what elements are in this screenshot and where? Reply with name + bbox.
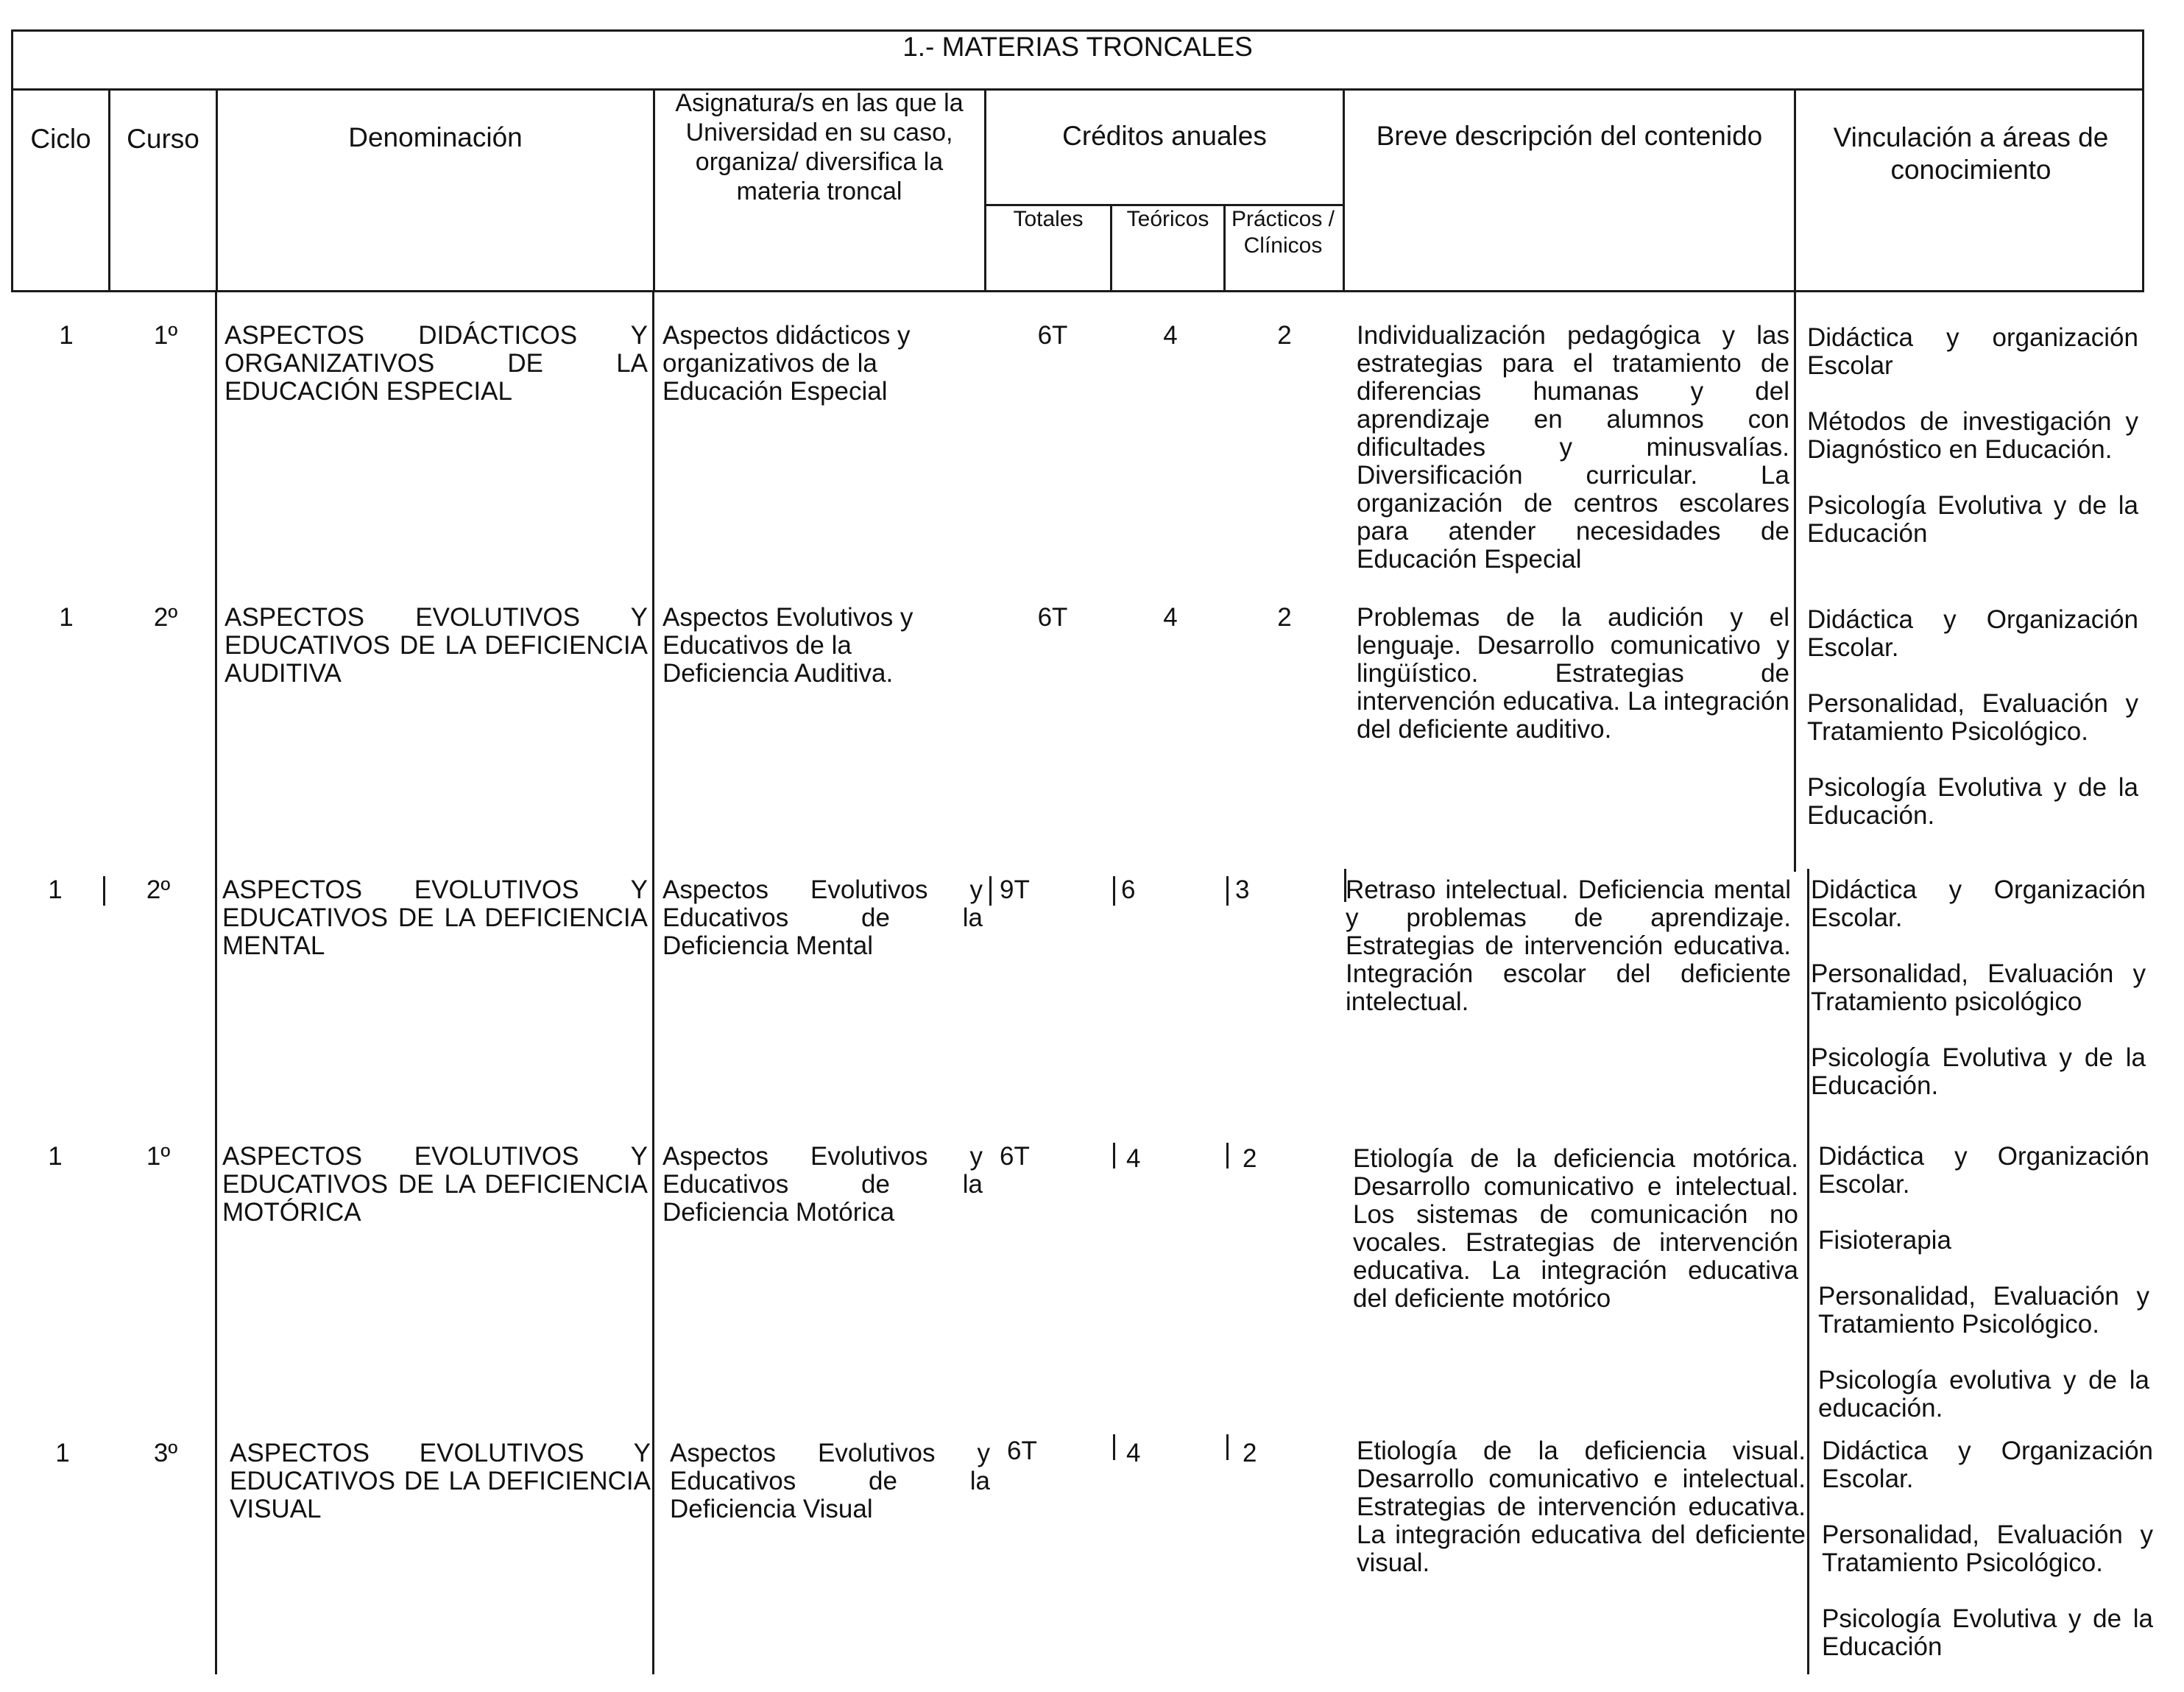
row3-areas	[1811, 876, 2146, 1100]
row1-totales: 6T	[1037, 321, 1068, 350]
row3-asignatura: Aspectos Evolutivos y Educativos de la Deficiencia Mental	[662, 875, 983, 960]
row1-descripcion: Individualización pedagógica y las estrategias para el tratamiento de diferencias humanas y del aprendizaje en alumnos con dificultades y minusvalías. Diversificación curricular. La organización de centros escolares para atender necesidades de Educación Especial	[1357, 321, 1789, 574]
body-col-line	[989, 876, 992, 906]
header-descripcion: Breve descripción del contenido	[1376, 121, 1763, 151]
body-col-line	[1807, 869, 1809, 1674]
row3-area-item: Personalidad, Evaluación y Tratamiento psicológico	[1811, 959, 2146, 1016]
row4-practicos: 2	[1243, 1144, 1257, 1173]
body-col-line	[1113, 1143, 1115, 1168]
row2-area-item: Didáctica y Organización Escolar.	[1807, 605, 2138, 662]
row4-ciclo: 1	[48, 1142, 63, 1171]
body-col-line	[1226, 1143, 1229, 1168]
row2-descripcion: Problemas de la audición y el lenguaje. Desarrollo comunicativo y lingüístico. Estrategias de intervención educativa. La integración del deficiente auditivo.	[1357, 603, 1789, 744]
row3-area-item: Didáctica y Organización Escolar.	[1811, 875, 2146, 932]
header-vinculacion: Vinculación a áreas de conocimiento	[1833, 122, 2109, 185]
row3-area-item: Psicología Evolutiva y de la Educación.	[1811, 1043, 2146, 1100]
row2-curso: 2º	[153, 603, 178, 632]
row4-totales: 6T	[1000, 1142, 1030, 1171]
header-col-line	[984, 88, 986, 290]
row4-areas	[1818, 1143, 2149, 1423]
header-practicos: Prácticos / Clínicos	[1231, 207, 1335, 258]
header-teoricos: Teóricos	[1126, 207, 1209, 231]
header-col-line	[1223, 204, 1226, 290]
body-col-line	[1113, 1434, 1115, 1460]
row2-ciclo: 1	[59, 603, 74, 632]
header-creditos: Créditos anuales	[1062, 121, 1267, 151]
row1-area-item: Métodos de investigación y Diagnóstico en Educación.	[1807, 407, 2138, 464]
row1-practicos: 2	[1277, 321, 1292, 350]
row2-areas	[1807, 606, 2138, 830]
body-col-line	[652, 290, 654, 1674]
row3-practicos: 3	[1235, 875, 1250, 904]
body-col-line	[1113, 876, 1115, 906]
row1-area-item: Didáctica y organización Escolar	[1807, 323, 2138, 380]
row4-area-item: Didáctica y Organización Escolar.	[1818, 1142, 2149, 1199]
header-denominacion: Denominación	[348, 122, 523, 152]
row4-denominacion: ASPECTOS EVOLUTIVOS Y EDUCATIVOS DE LA DEFICIENCIA MOTÓRICA	[222, 1142, 648, 1227]
row5-teoricos: 4	[1126, 1439, 1141, 1467]
row5-area-item: Personalidad, Evaluación y Tratamiento Psicológico.	[1822, 1520, 2153, 1577]
row2-denominacion: ASPECTOS EVOLUTIVOS Y EDUCATIVOS DE LA DEFICIENCIA AUDITIVA	[225, 603, 648, 688]
header-col-line	[1343, 88, 1345, 290]
body-col-line	[103, 876, 105, 906]
row5-area-item: Psicología Evolutiva y de la Educación	[1822, 1604, 2153, 1661]
row5-totales: 6T	[1007, 1437, 1037, 1465]
row3-denominacion: ASPECTOS EVOLUTIVOS Y EDUCATIVOS DE LA DEFICIENCIA MENTAL	[222, 875, 648, 960]
row3-descripcion: Retraso intelectual. Deficiencia mental y problemas de aprendizaje. Estrategias de intervención educativa. Integración escolar del deficiente intelectual.	[1346, 875, 1791, 1016]
row4-asignatura: Aspectos Evolutivos y Educativos de la Deficiencia Motórica	[662, 1142, 983, 1227]
row4-area-item: Personalidad, Evaluación y Tratamiento Psicológico.	[1818, 1282, 2149, 1339]
row5-ciclo: 1	[55, 1439, 70, 1467]
table-left-border	[11, 29, 13, 290]
row3-curso: 2º	[146, 875, 171, 904]
row4-area-item: Psicología evolutiva y de la educación.	[1818, 1366, 2149, 1423]
row2-area-item: Personalidad, Evaluación y Tratamiento Psicológico.	[1807, 689, 2138, 746]
row4-descripcion: Etiología de la deficiencia motórica. Desarrollo comunicativo e intelectual. Los sistemas de comunicación no vocales. Estrategias de intervención educativa. La integración educativa del deficiente motórico	[1353, 1144, 1798, 1313]
row1-teoricos: 4	[1163, 321, 1178, 350]
header-col-line	[653, 88, 655, 290]
row2-totales: 6T	[1037, 603, 1068, 632]
row5-denominacion: ASPECTOS EVOLUTIVOS Y EDUCATIVOS DE LA DEFICIENCIA VISUAL	[230, 1439, 651, 1523]
row1-asignatura: Aspectos didácticos y organizativos de la Educación Especial	[662, 321, 911, 406]
body-col-line	[215, 290, 217, 1674]
row5-area-item: Didáctica y Organización Escolar.	[1822, 1437, 2153, 1493]
header-col-line	[108, 88, 110, 290]
row1-area-item: Psicología Evolutiva y de la Educación	[1807, 491, 2138, 548]
row1-areas	[1807, 324, 2138, 548]
row5-descripcion: Etiología de la deficiencia visual. Desarrollo comunicativo e intelectual. Estrategias de intervención educativa. La integración educativa del deficiente visual.	[1357, 1437, 1806, 1577]
row3-ciclo: 1	[48, 875, 63, 904]
row1-curso: 1º	[153, 321, 178, 350]
row4-area-item: Fisioterapia	[1818, 1226, 1951, 1255]
row4-curso: 1º	[146, 1142, 171, 1171]
header-col-line	[1794, 88, 1796, 290]
body-col-line	[1226, 876, 1229, 906]
row5-curso: 3º	[153, 1439, 178, 1467]
row3-teoricos: 6	[1121, 875, 1136, 904]
row2-area-item: Psicología Evolutiva y de la Educación.	[1807, 773, 2138, 830]
body-col-line	[1226, 1434, 1229, 1460]
row2-asignatura: Aspectos Evolutivos y Educativos de la Deficiencia Auditiva.	[662, 603, 913, 688]
row2-practicos: 2	[1277, 603, 1292, 632]
header-totales: Totales	[1013, 207, 1084, 231]
row1-denominacion: ASPECTOS DIDÁCTICOS Y ORGANIZATIVOS DE LA EDUCACIÓN ESPECIAL	[225, 321, 648, 406]
header-bottom-border	[11, 290, 2144, 292]
table-title: 1.- MATERIAS TRONCALES	[902, 32, 1253, 62]
table-right-border	[2142, 29, 2144, 290]
title-bottom-border	[11, 88, 2144, 91]
row5-practicos: 2	[1243, 1439, 1257, 1467]
header-ciclo: Ciclo	[30, 124, 91, 154]
row3-totales: 9T	[1000, 875, 1030, 904]
header-asignaturas: Asignatura/s en las que la Universidad en su caso, organiza/ diversifica la materia troncal	[675, 89, 964, 205]
header-col-line	[216, 88, 218, 290]
row1-ciclo: 1	[59, 321, 74, 350]
row5-areas	[1822, 1437, 2153, 1661]
body-col-line	[1794, 290, 1796, 872]
row5-asignatura: Aspectos Evolutivos y Educativos de la Deficiencia Visual	[670, 1439, 990, 1523]
row4-teoricos: 4	[1126, 1144, 1141, 1173]
row2-teoricos: 4	[1163, 603, 1178, 632]
header-curso: Curso	[127, 124, 199, 154]
